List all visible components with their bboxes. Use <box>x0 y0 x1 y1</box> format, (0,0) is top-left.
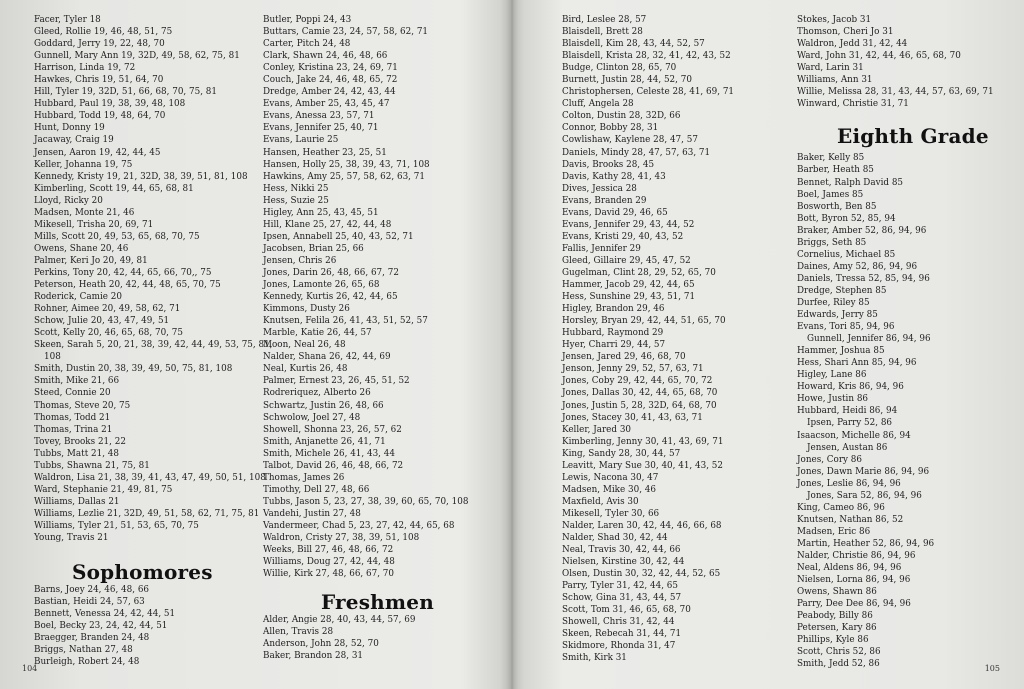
index-entry: Jensen, Austan 86 <box>807 442 888 453</box>
index-entry: Thomas, Todd 21 <box>34 412 111 423</box>
index-entry-continuation: 108 <box>44 352 61 363</box>
index-entry: Smith, Anjanette 26, 41, 71 <box>263 436 386 447</box>
index-entry: Maxfield, Avis 30 <box>562 496 639 507</box>
index-entry: Evans, Laurie 25 <box>263 135 339 146</box>
index-entry: Lloyd, Ricky 20 <box>34 195 103 206</box>
sophomores-list <box>34 584 256 668</box>
index-entry: Owens, Shane 20, 46 <box>34 243 129 254</box>
index-entry: Scott, Kelly 20, 46, 65, 68, 70, 75 <box>34 328 183 339</box>
index-entry: Jones, Dallas 30, 42, 44, 65, 68, 70 <box>562 388 718 399</box>
index-entry: Neal, Aldens 86, 94, 96 <box>797 563 902 574</box>
index-entry: Higley, Lane 86 <box>797 370 867 381</box>
index-entry: Jacaway, Craig 19 <box>34 135 114 146</box>
index-entry: Williams, Dallas 21 <box>34 496 120 507</box>
index-entry: Blaisdell, Brett 28 <box>562 27 643 38</box>
index-entry: Davis, Kathy 28, 41, 43 <box>562 171 666 182</box>
index-entry: Boel, James 85 <box>797 189 864 200</box>
index-entry: Evans, Anessa 23, 57, 71 <box>263 111 375 122</box>
index-entry: Waldron, Cristy 27, 38, 39, 51, 108 <box>263 533 420 544</box>
index-entry: Martin, Heather 52, 86, 94, 96 <box>797 538 935 549</box>
index-entry: Colton, Dustin 28, 32D, 66 <box>562 111 681 122</box>
index-entry: Jones, Coby 29, 42, 44, 65, 70, 72 <box>562 376 713 387</box>
index-entry: Skidmore, Rhonda 31, 47 <box>562 641 676 652</box>
index-entry: Hansen, Heather 23, 25, 51 <box>263 147 387 158</box>
freshmen-heading: Freshmen <box>321 590 434 615</box>
index-entry: Young, Travis 21 <box>34 533 109 544</box>
freshmen-list <box>263 614 503 662</box>
index-entry: Facer, Tyler 18 <box>34 15 101 25</box>
index-entry: Neal, Travis 30, 42, 44, 66 <box>562 545 681 556</box>
index-entry: Schow, Gina 31, 43, 44, 57 <box>562 593 682 604</box>
index-entry: Daniels, Mindy 28, 47, 57, 63, 71 <box>562 147 711 158</box>
index-entry: Jones, Cory 86 <box>797 454 862 465</box>
index-entry: Bennett, Venessa 24, 42, 44, 51 <box>34 609 176 620</box>
index-entry: Dives, Jessica 28 <box>562 183 637 194</box>
index-entry: Bosworth, Ben 85 <box>797 201 877 212</box>
index-entry: Gleed, Gillaire 29, 45, 47, 52 <box>562 255 691 266</box>
index-entry: Smith, Dustin 20, 38, 39, 49, 50, 75, 81, 108 <box>34 364 233 375</box>
index-entry: Tovey, Brooks 21, 22 <box>34 436 126 447</box>
index-entry: Hammer, Jacob 29, 42, 44, 65 <box>562 280 695 291</box>
index-entry: Talbot, David 26, 46, 48, 66, 72 <box>263 460 404 471</box>
freshmen-list-cont <box>562 14 797 665</box>
index-entry: Thomson, Cheri Jo 31 <box>797 27 894 38</box>
index-entry: Hubbard, Heidi 86, 94 <box>797 406 898 417</box>
index-entry: Jones, Lamonte 26, 65, 68 <box>263 280 380 291</box>
index-entry: Palmer, Ernest 23, 26, 45, 51, 52 <box>263 376 410 387</box>
page-number-left: 104 <box>22 664 38 673</box>
index-entry: Skeen, Sarah 5, 20, 21, 38, 39, 42, 44, 49, 53, 75, 81, <box>34 340 273 351</box>
index-entry: Steed, Connie 20 <box>34 388 111 399</box>
index-entry: Jensen, Aaron 19, 42, 44, 45 <box>34 147 161 158</box>
index-entry: Bott, Byron 52, 85, 94 <box>797 213 896 224</box>
index-entry: Baker, Brandon 28, 31 <box>263 651 364 662</box>
index-entry: Olsen, Dustin 30, 32, 42, 44, 52, 65 <box>562 569 721 580</box>
index-entry: Hubbard, Raymond 29 <box>562 328 664 339</box>
index-entry: Williams, Tyler 21, 51, 53, 65, 70, 75 <box>34 520 199 531</box>
index-entry: Connor, Bobby 28, 31 <box>562 123 659 134</box>
index-entry: Peterson, Heath 20, 42, 44, 48, 65, 70, 75 <box>34 280 221 291</box>
index-entry: Kennedy, Kurtis 26, 42, 44, 65 <box>263 292 398 303</box>
index-entry: Evans, Branden 29 <box>562 195 647 206</box>
index-entry: Thomas, Steve 20, 75 <box>34 400 131 411</box>
index-entry: Kimmons, Dusty 26 <box>263 304 350 315</box>
index-entry: Edwards, Jerry 85 <box>797 310 878 321</box>
right-page <box>512 0 1024 689</box>
index-entry: Blaisdell, Kim 28, 43, 44, 52, 57 <box>562 39 705 50</box>
index-entry: Waldron, Lisa 21, 38, 39, 41, 43, 47, 49, 50, 51, 108 <box>34 472 266 483</box>
index-entry: Madsen, Eric 86 <box>797 526 871 537</box>
index-entry: Ipsen, Parry 52, 86 <box>807 418 893 429</box>
index-entry: Barber, Heath 85 <box>797 165 874 176</box>
index-entry: Evans, David 29, 46, 65 <box>562 207 668 218</box>
index-entry: Keller, Jared 30 <box>562 424 632 435</box>
index-entry: Briggs, Nathan 27, 48 <box>34 645 133 656</box>
index-entry: Ward, Larin 31 <box>797 63 864 74</box>
index-entry: Knutsen, Felila 26, 41, 43, 51, 52, 57 <box>263 316 428 327</box>
index-entry: Madsen, Monte 21, 46 <box>34 207 135 218</box>
index-entry: Blaisdell, Krista 28, 32, 41, 42, 43, 52 <box>562 51 731 62</box>
index-entry: Waldron, Jedd 31, 42, 44 <box>797 39 908 50</box>
index-entry: Davis, Brooks 28, 45 <box>562 159 655 170</box>
index-entry: Baker, Kelly 85 <box>797 153 865 164</box>
index-entry: Cornelius, Michael 85 <box>797 249 896 260</box>
index-column-1 <box>34 14 273 668</box>
juniors-list-b <box>34 363 266 544</box>
index-entry: Barns, Joey 24, 46, 48, 66 <box>34 585 150 596</box>
index-entry: Budge, Clinton 28, 65, 70 <box>562 63 677 74</box>
index-entry: Evans, Tori 85, 94, 96 <box>797 322 895 333</box>
index-entry: Mikesell, Tyler 30, 66 <box>562 508 660 519</box>
index-entry: Leavitt, Mary Sue 30, 40, 41, 43, 52 <box>562 460 723 471</box>
index-entry: Isaacson, Michelle 86, 94 <box>797 430 911 441</box>
index-entry: Parry, Dee Dee 86, 94, 96 <box>797 599 911 610</box>
index-entry: Hess, Shari Ann 85, 94, 96 <box>797 358 917 369</box>
index-entry: Hammer, Joshua 85 <box>797 346 885 357</box>
index-entry: Alder, Angie 28, 40, 43, 44, 57, 69 <box>263 615 416 626</box>
index-entry: Carter, Pitch 24, 48 <box>263 39 351 50</box>
index-entry: Nalder, Shana 26, 42, 44, 69 <box>263 352 391 363</box>
index-column-4 <box>797 14 1012 670</box>
index-entry: Palmer, Keri Jo 20, 49, 81 <box>34 255 148 266</box>
index-entry: Ward, Stephanie 21, 49, 81, 75 <box>34 484 173 495</box>
index-entry: Peabody, Billy 86 <box>797 611 873 622</box>
index-entry: Hubbard, Paul 19, 38, 39, 48, 108 <box>34 99 186 110</box>
index-entry: Mills, Scott 20, 49, 53, 65, 68, 70, 75 <box>34 231 200 242</box>
index-entry: Kennedy, Kristy 19, 21, 32D, 38, 39, 51, 81, 108 <box>34 171 248 182</box>
index-entry: Thomas, James 26 <box>263 472 345 483</box>
index-entry: Ward, John 31, 42, 44, 46, 65, 68, 70 <box>797 51 961 62</box>
index-entry: Jones, Leslie 86, 94, 96 <box>797 478 901 489</box>
index-entry: Jensen, Chris 26 <box>263 255 337 266</box>
index-entry: Marble, Katie 26, 44, 57 <box>263 328 372 339</box>
index-entry: Evans, Amber 25, 43, 45, 47 <box>263 99 390 110</box>
index-entry: Petersen, Kary 86 <box>797 623 877 634</box>
index-entry: Ipsen, Annabell 25, 40, 43, 52, 71 <box>263 231 414 242</box>
index-entry: Madsen, Mike 30, 46 <box>562 484 656 495</box>
index-entry: Winward, Christie 31, 71 <box>797 99 909 110</box>
index-entry: Bennet, Ralph David 85 <box>797 177 904 188</box>
index-entry: Braker, Amber 52, 86, 94, 96 <box>797 225 927 236</box>
index-entry: Burleigh, Robert 24, 48 <box>34 657 140 668</box>
index-entry: Skeen, Rebecah 31, 44, 71 <box>562 629 682 640</box>
index-entry: Williams, Doug 27, 42, 44, 48 <box>263 557 395 568</box>
index-entry: Phillips, Kyle 86 <box>797 635 869 646</box>
index-entry: Daines, Amy 52, 86, 94, 96 <box>797 261 918 272</box>
index-entry: Scott, Chris 52, 86 <box>797 647 881 658</box>
index-entry: Jenson, Jenny 29, 52, 57, 63, 71 <box>562 364 704 375</box>
index-entry: Gugelman, Clint 28, 29, 52, 65, 70 <box>562 267 716 278</box>
index-entry: Evans, Jennifer 25, 40, 71 <box>263 123 379 134</box>
index-entry: Butler, Poppi 24, 43 <box>263 15 352 25</box>
index-entry: Hawkes, Chris 19, 51, 64, 70 <box>34 75 164 86</box>
index-entry: Couch, Jake 24, 46, 48, 65, 72 <box>263 75 398 86</box>
index-entry: Rodreriquez, Alberto 26 <box>263 388 371 399</box>
index-entry: Jones, Stacey 30, 41, 43, 63, 71 <box>562 412 703 423</box>
index-entry: Hill, Tyler 19, 32D, 51, 66, 68, 70, 75, 81 <box>34 87 217 98</box>
index-entry: Cluff, Angela 28 <box>562 99 634 110</box>
index-entry: Christophersen, Celeste 28, 41, 69, 71 <box>562 87 735 98</box>
index-entry: Knutsen, Nathan 86, 52 <box>797 514 904 525</box>
index-entry: Roderick, Camie 20 <box>34 292 122 303</box>
index-entry: Thomas, Trina 21 <box>34 424 113 435</box>
index-entry: Smith, Mike 21, 66 <box>34 376 120 387</box>
index-entry: Williams, Lezlie 21, 32D, 49, 51, 58, 62, 71, 75, 81 <box>34 508 260 519</box>
index-entry: Harrison, Linda 19, 72 <box>34 63 136 74</box>
index-entry: Vandehi, Justin 27, 48 <box>263 508 361 519</box>
index-entry: Burnett, Justin 28, 44, 52, 70 <box>562 75 692 86</box>
index-entry: Horsley, Bryan 29, 42, 44, 51, 65, 70 <box>562 316 726 327</box>
index-entry: King, Sandy 28, 30, 44, 57 <box>562 448 681 459</box>
index-entry: Mikesell, Trisha 20, 69, 71 <box>34 219 154 230</box>
index-entry: Scott, Tom 31, 46, 65, 68, 70 <box>562 605 691 616</box>
index-entry: Howe, Justin 86 <box>797 394 869 405</box>
index-entry: Hill, Klane 25, 27, 42, 44, 48 <box>263 219 392 230</box>
index-entry: Tubbs, Shawna 21, 75, 81 <box>34 460 150 471</box>
index-entry: Hunt, Donny 19 <box>34 123 105 134</box>
index-entry: Stokes, Jacob 31 <box>797 15 872 25</box>
index-entry: Jones, Sara 52, 86, 94, 96 <box>807 490 922 501</box>
index-entry: Schwolow, Joel 27, 48 <box>263 412 361 423</box>
index-entry: Smith, Jedd 52, 86 <box>797 659 880 670</box>
freshmen-list-end <box>797 14 1012 110</box>
index-entry: Evans, Jennifer 29, 43, 44, 52 <box>562 219 695 230</box>
index-entry: Allen, Travis 28 <box>263 627 334 638</box>
index-entry: Perkins, Tony 20, 42, 44, 65, 66, 70,, 75 <box>34 267 212 278</box>
index-entry: Jensen, Jared 29, 46, 68, 70 <box>562 352 686 363</box>
index-entry: Parry, Tyler 31, 42, 44, 65 <box>562 581 678 592</box>
index-entry: Evans, Kristi 29, 40, 43, 52 <box>562 231 684 242</box>
index-entry: Neal, Kurtis 26, 48 <box>263 364 348 375</box>
eighth-grade-heading: Eighth Grade <box>837 124 989 149</box>
index-entry: Briggs, Seth 85 <box>797 237 867 248</box>
index-entry: Lewis, Nacona 30, 47 <box>562 472 659 483</box>
index-entry: Rohner, Aimee 20, 49, 58, 62, 71 <box>34 304 181 315</box>
index-entry: Hess, Nikki 25 <box>263 183 329 194</box>
index-entry: Kimberling, Scott 19, 44, 65, 68, 81 <box>34 183 194 194</box>
index-entry: Owens, Shawn 86 <box>797 587 877 598</box>
index-entry: Hyer, Charri 29, 44, 57 <box>562 340 666 351</box>
index-entry: Vandermeer, Chad 5, 23, 27, 42, 44, 65, 68 <box>263 520 455 531</box>
index-column-2 <box>263 14 503 662</box>
index-entry: Schwartz, Justin 26, 48, 66 <box>263 400 384 411</box>
index-entry: Gunnell, Jennifer 86, 94, 96 <box>807 334 931 345</box>
index-entry: Bird, Leslee 28, 57 <box>562 15 647 25</box>
index-entry: Gunnell, Mary Ann 19, 32D, 49, 58, 62, 75, 81 <box>34 51 240 62</box>
index-entry: Hawkins, Amy 25, 57, 58, 62, 63, 71 <box>263 171 425 182</box>
index-entry: Dredge, Stephen 85 <box>797 285 887 296</box>
index-entry: Tubbs, Matt 21, 48 <box>34 448 120 459</box>
index-entry: Timothy, Dell 27, 48, 66 <box>263 484 370 495</box>
index-entry: Keller, Johanna 19, 75 <box>34 159 133 170</box>
index-entry: Kimberling, Jenny 30, 41, 43, 69, 71 <box>562 436 724 447</box>
index-entry: Nielsen, Kirstine 30, 42, 44 <box>562 557 685 568</box>
index-entry: Nalder, Laren 30, 42, 44, 46, 66, 68 <box>562 520 722 531</box>
index-entry: Buttars, Camie 23, 24, 57, 58, 62, 71 <box>263 27 429 38</box>
index-entry: Hess, Suzie 25 <box>263 195 329 206</box>
index-entry: Higley, Ann 25, 43, 45, 51 <box>263 207 379 218</box>
index-entry: Gleed, Rollie 19, 46, 48, 51, 75 <box>34 27 173 38</box>
sophomores-heading: Sophomores <box>72 560 213 585</box>
index-entry: Hubbard, Todd 19, 48, 64, 70 <box>34 111 166 122</box>
index-entry: Howard, Kris 86, 94, 96 <box>797 382 904 393</box>
index-entry: Willie, Kirk 27, 48, 66, 67, 70 <box>263 569 394 580</box>
index-column-3 <box>562 14 797 665</box>
index-entry: Anderson, John 28, 52, 70 <box>263 639 379 650</box>
index-entry: Cowlishaw, Kaylene 28, 47, 57 <box>562 135 698 146</box>
index-entry: Durfee, Riley 85 <box>797 297 870 308</box>
index-entry: Jones, Darin 26, 48, 66, 67, 72 <box>263 267 399 278</box>
index-entry: Higley, Brandon 29, 46 <box>562 304 665 315</box>
index-entry: Jones, Justin 5, 28, 32D, 64, 68, 70 <box>562 400 717 411</box>
index-entry: Showell, Chris 31, 42, 44 <box>562 617 675 628</box>
index-entry: Willie, Melissa 28, 31, 43, 44, 57, 63, 69, 71 <box>797 87 994 98</box>
index-entry: Smith, Michele 26, 41, 43, 44 <box>263 448 395 459</box>
index-entry: Bastian, Heidi 24, 57, 63 <box>34 597 145 608</box>
index-entry: Jacobsen, Brian 25, 66 <box>263 243 364 254</box>
index-entry: Fallis, Jennifer 29 <box>562 243 641 254</box>
index-entry: Hess, Sunshine 29, 43, 51, 71 <box>562 292 696 303</box>
sophomores-list-cont <box>263 14 503 580</box>
juniors-list-a <box>34 14 273 351</box>
index-entry: Tubbs, Jason 5, 23, 27, 38, 39, 60, 65, 70, 108 <box>263 496 469 507</box>
index-entry: Weeks, Bill 27, 46, 48, 66, 72 <box>263 545 394 556</box>
index-entry: Smith, Kirk 31 <box>562 653 627 664</box>
index-entry: Boel, Becky 23, 24, 42, 44, 51 <box>34 621 168 632</box>
index-entry: Nielsen, Lorna 86, 94, 96 <box>797 575 911 586</box>
page-number-right: 105 <box>984 664 1000 673</box>
index-entry: Braegger, Branden 24, 48 <box>34 633 150 644</box>
index-entry: Clark, Shawn 24, 46, 48, 66 <box>263 51 388 62</box>
index-entry: Moon, Neal 26, 48 <box>263 340 346 351</box>
index-entry: Goddard, Jerry 19, 22, 48, 70 <box>34 39 165 50</box>
index-entry: Daniels, Tressa 52, 85, 94, 96 <box>797 273 930 284</box>
index-entry: Conley, Kristina 23, 24, 69, 71 <box>263 63 398 74</box>
index-entry: Schow, Julie 20, 43, 47, 49, 51 <box>34 316 170 327</box>
index-entry: Showell, Shonna 23, 26, 57, 62 <box>263 424 402 435</box>
index-entry: Jones, Dawn Marie 86, 94, 96 <box>797 466 930 477</box>
index-entry: Nalder, Shad 30, 42, 44 <box>562 533 668 544</box>
index-entry: King, Cameo 86, 96 <box>797 502 885 513</box>
index-entry: Hansen, Holly 25, 38, 39, 43, 71, 108 <box>263 159 430 170</box>
index-entry: Dredge, Amber 24, 42, 43, 44 <box>263 87 396 98</box>
index-entry: Nalder, Christie 86, 94, 96 <box>797 550 916 561</box>
eighth-grade-list <box>797 152 1012 670</box>
index-entry: Williams, Ann 31 <box>797 75 873 86</box>
